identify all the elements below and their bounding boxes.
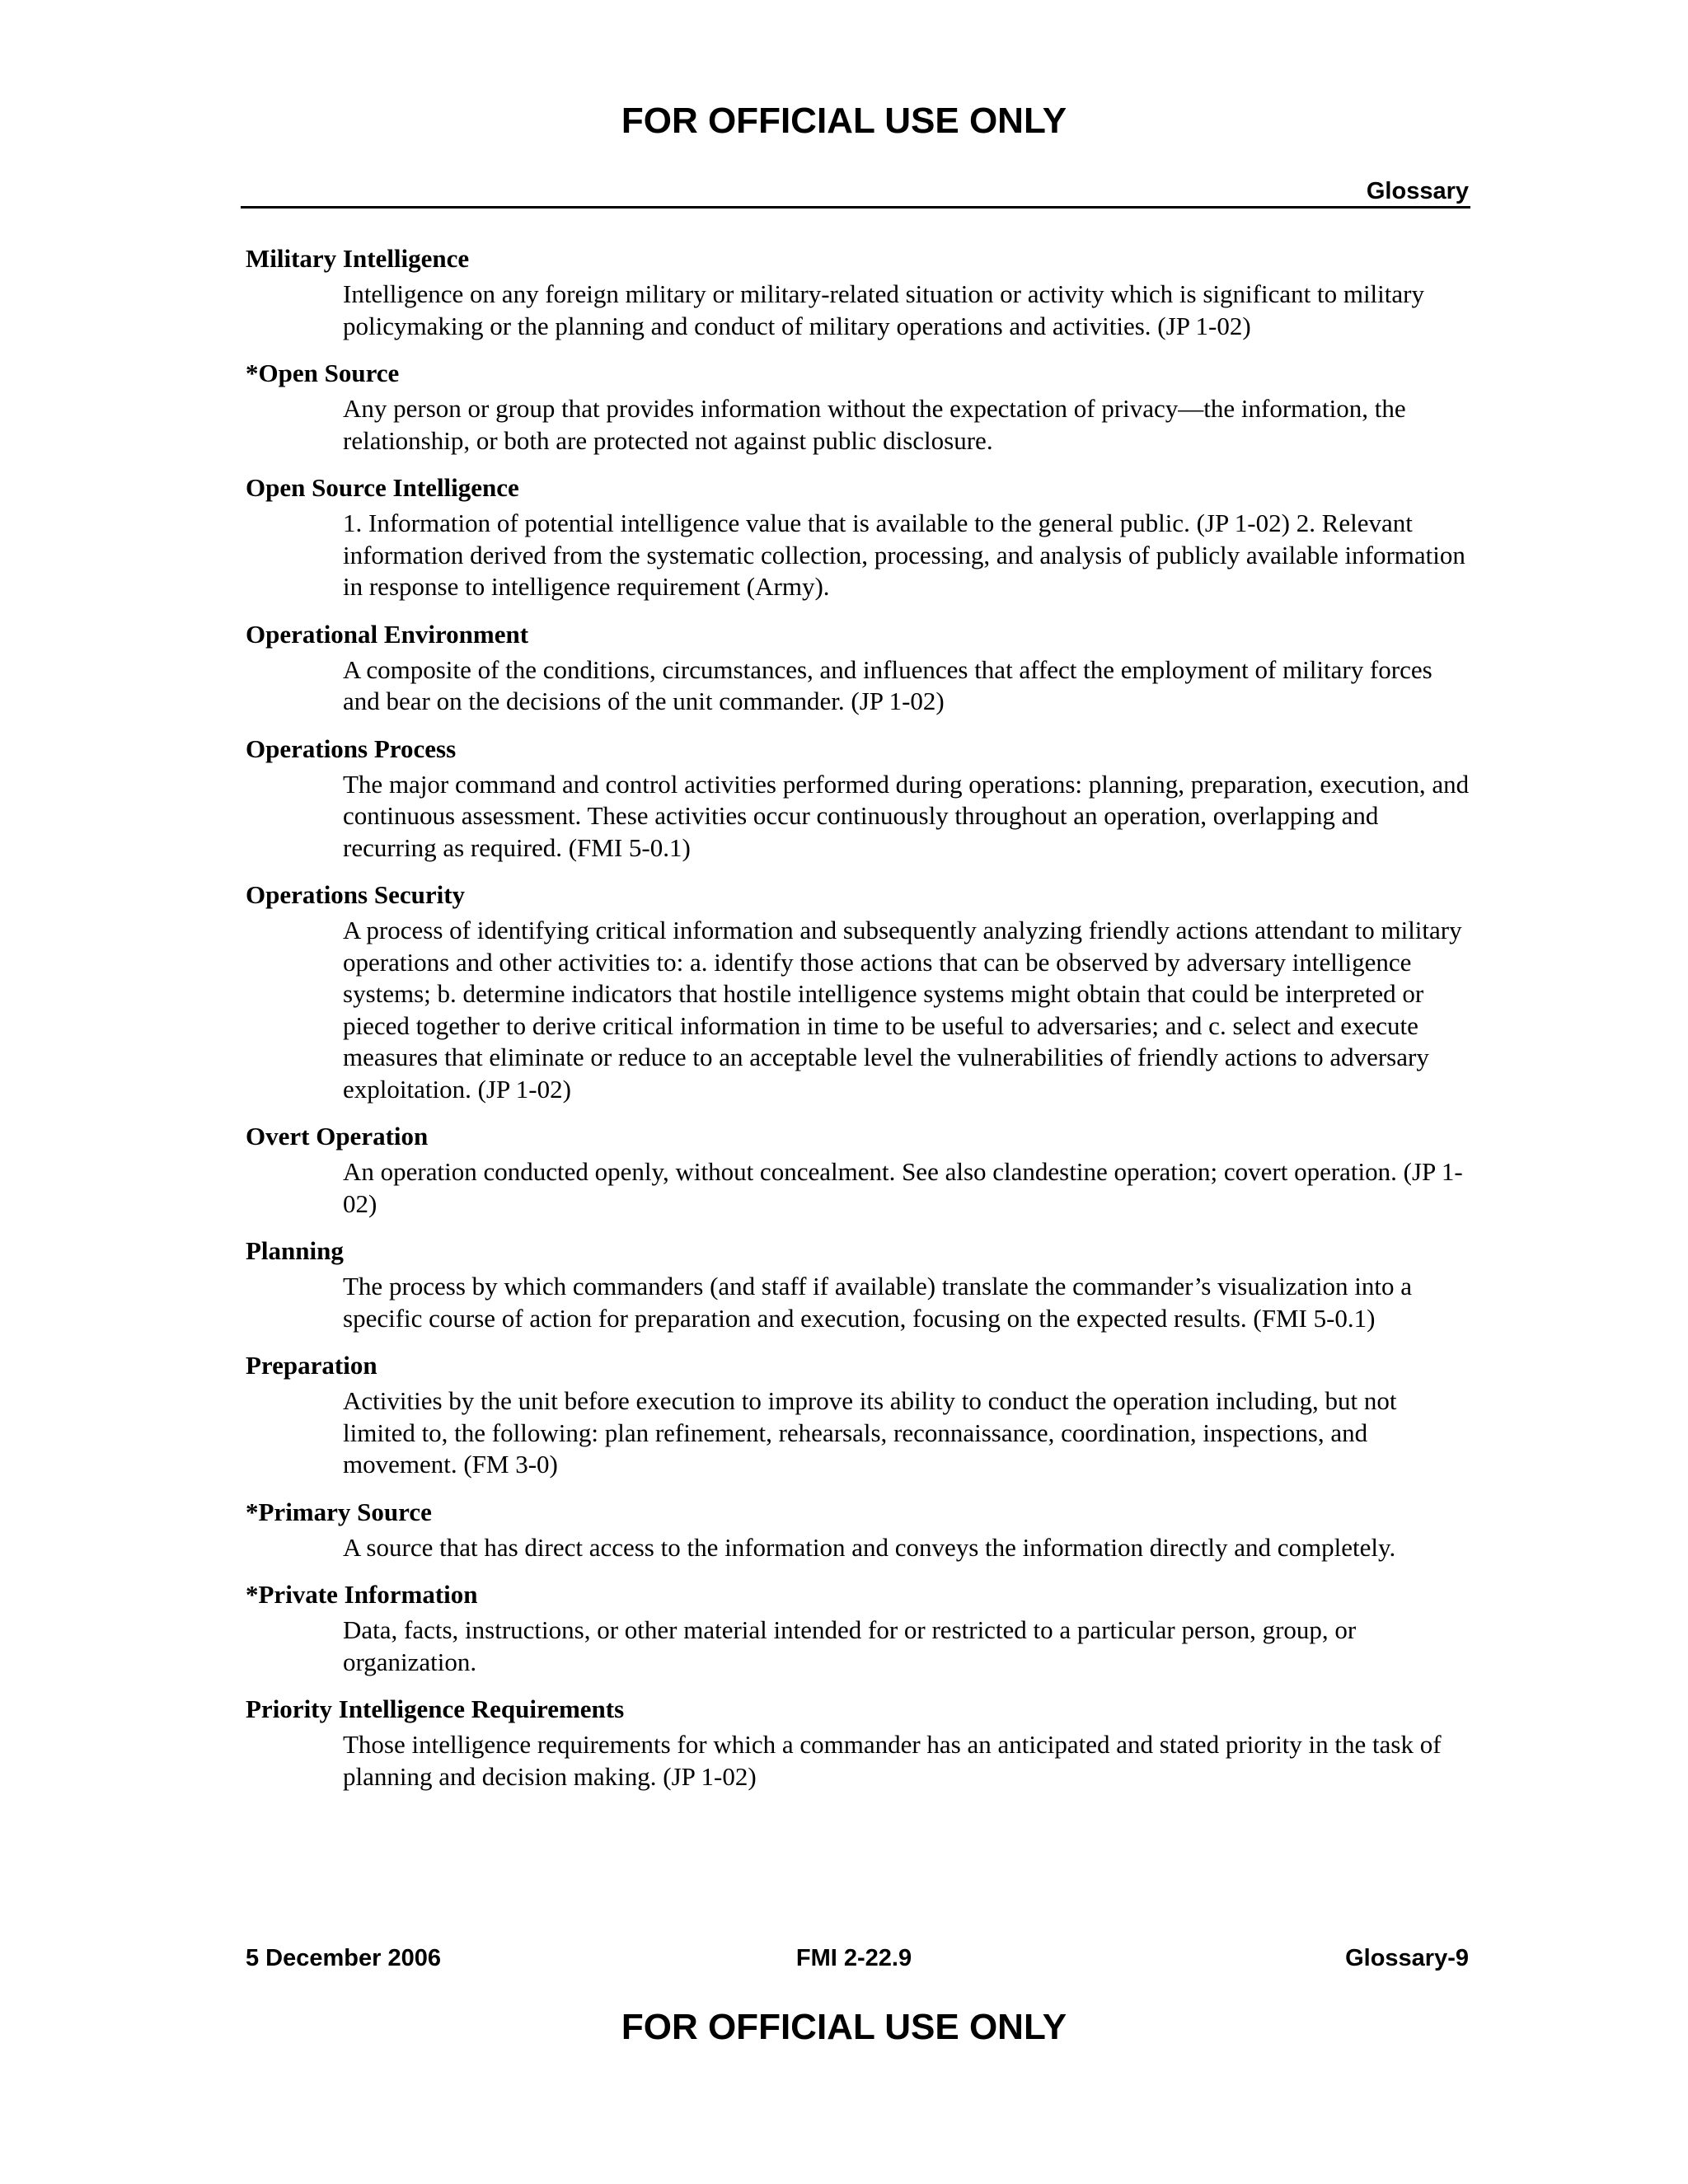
glossary-definition: An operation conducted openly, without concealment. See also clandestine operation; covert operation. (JP 1-02)	[343, 1157, 1463, 1218]
glossary-definition: A composite of the conditions, circumstances, and influences that affect the employment of military forces and bear on the decisions of the unit commander. (JP 1-02)	[343, 654, 1432, 715]
glossary-term: *Primary Source	[246, 1497, 432, 1526]
glossary-definition: The process by which commanders (and staff if available) translate the commander’s visualization into a specific course of action for preparation and execution, focusing on the expected results. (FMI 5-0.1)	[343, 1272, 1412, 1333]
glossary-term: *Private Information	[246, 1580, 478, 1609]
glossary-entry	[246, 242, 1470, 342]
glossary-entry	[246, 1578, 1470, 1678]
glossary-definition: A process of identifying critical information and subsequently analyzing friendly actions attendant to military operations and other activities to: a. identify those actions that can be observed by adversary intelligence systems; b. determine indicators that hostile intelligence systems might obtain that could be interpreted or pieced together to derive critical information in time to be useful to adversaries; and c. select and execute measures that eliminate or reduce to an acceptable level the vulnerabilities of friendly actions to adversary exploitation. (JP 1-02)	[343, 916, 1462, 1104]
footer-publication-number: FMI 2-22.9	[795, 1945, 912, 1971]
page-footer	[246, 1943, 1469, 1973]
glossary-term: Operations Process	[246, 733, 457, 763]
glossary-term: Military Intelligence	[246, 244, 470, 273]
glossary-entry	[246, 733, 1470, 865]
glossary-definition: Activities by the unit before execution to improve its ability to conduct the operation including, but not limited to, the following: plan refinement, rehearsals, reconnaissance, coordination, inspections, and movement. (FM 3-0)	[343, 1386, 1397, 1479]
glossary-term: Overt Operation	[246, 1122, 429, 1151]
glossary-term: *Open Source	[246, 359, 400, 387]
glossary-definition: The major command and control activities performed during operations: planning, preparation, execution, and continuous assessment. These activities occur continuously throughout an operation, overlapping and recurring as required. (FMI 5-0.1)	[343, 769, 1470, 862]
glossary-entry	[246, 471, 1470, 603]
glossary-definition: Data, facts, instructions, or other material intended for or restricted to a particular person, group, or organization.	[343, 1615, 1357, 1676]
glossary-term: Operations Security	[246, 880, 466, 909]
glossary-entry	[246, 879, 1470, 1105]
security-marking-bottom: FOR OFFICIAL USE ONLY	[621, 2007, 1067, 2047]
glossary-entry	[246, 1120, 1470, 1220]
glossary-entry	[246, 1235, 1470, 1334]
footer-date: 5 December 2006	[246, 1945, 441, 1971]
glossary-entry	[246, 357, 1470, 457]
glossary-entry	[246, 1349, 1470, 1481]
glossary-definition: Any person or group that provides information without the expectation of privacy—the information, the relationship, or both are protected not against public disclosure.	[343, 394, 1406, 455]
glossary-term: Open Source Intelligence	[246, 473, 519, 502]
glossary-term: Operational Environment	[246, 619, 529, 649]
glossary-entry	[246, 618, 1470, 718]
glossary-definition: 1. Information of potential intelligence value that is available to the general public. (JP 1-02) 2. Relevant information derived from the systematic collection, processing, and analysis of publicly available information in response to intelligence requirement (Army).	[343, 509, 1465, 601]
glossary-definition: A source that has direct access to the information and conveys the information directly and completely.	[343, 1532, 1396, 1562]
glossary-entry	[246, 1693, 1470, 1793]
glossary-entries	[246, 242, 1470, 1807]
security-marking-top: FOR OFFICIAL USE ONLY	[621, 101, 1067, 141]
header-rule	[241, 206, 1470, 209]
glossary-entry	[246, 1496, 1470, 1564]
glossary-term: Preparation	[246, 1351, 377, 1380]
footer-page-number: Glossary-9	[1345, 1945, 1469, 1971]
running-header-section: Glossary	[1366, 178, 1469, 204]
glossary-term: Planning	[246, 1236, 344, 1265]
glossary-term: Priority Intelligence Requirements	[246, 1694, 625, 1723]
glossary-definition: Intelligence on any foreign military or military-related situation or activity which is significant to military policymaking or the planning and conduct of military operations and activities. (JP 1-02)	[343, 279, 1424, 340]
glossary-definition: Those intelligence requirements for which a commander has an anticipated and stated priority in the task of planning and decision making. (JP 1-02)	[343, 1730, 1442, 1791]
